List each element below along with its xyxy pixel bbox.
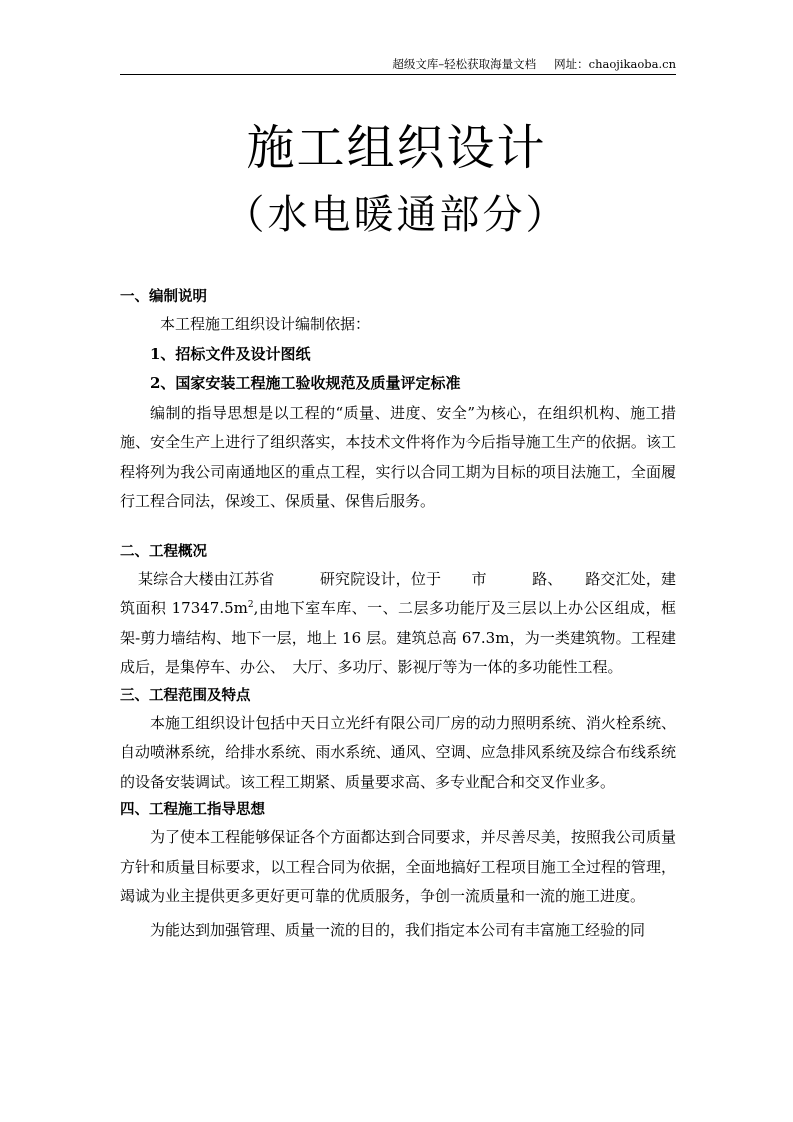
section-1-intro: 本工程施工组织设计编制依据： [160,315,371,333]
section-1-item-1: 1、招标文件及设计图纸 [150,344,311,363]
section-heading-2: 二、工程概况 [120,543,207,560]
section-heading-4: 四、工程施工指导思想 [120,802,265,818]
document-body [120,284,676,945]
header-library-text: 超级文库–轻松获取海量文档 [392,57,537,71]
page-header [120,56,676,75]
section-2-text-a: 某综合大楼由江苏省 研究院设计，位于 市 路、 路交汇处，建筑面积 17347.5m [120,569,676,617]
section-2-text-b: ,由地下室车库、一、二层多功能厅及三层以上办公区组成，框架-剪力墙结构、地下一层，地上 16 层。建筑总高 67.3m，为一类建筑物。工程建成后，是集停车、办公、 大厅、多功厅、影视厅等为一体的多功能性工程。 [120,599,676,676]
superscript: 2 [247,600,254,610]
section-4-paragraph-2: 为能达到加强管理、质量一流的目的，我们指定本公司有丰富施工经验的同 [150,920,646,939]
section-2-paragraph [120,565,676,683]
header-site-text: 网址：chaojikaoba.cn [554,57,676,71]
section-4-paragraph-1: 为了使本工程能够保证各个方面都达到合同要求，并尽善尽美，按照我公司质量方针和质量目标要求，以工程合同为依据，全面地搞好工程项目施工全过程的管理，竭诚为业主提供更多更好更可靠的优质服务，争创一流质量和一流的施工进度。 [120,828,676,905]
section-heading-3: 三、工程范围及特点 [120,687,251,704]
document-title: 施工组织设计 [246,120,547,176]
section-3-paragraph: 本施工组织设计包括中天日立光纤有限公司厂房的动力照明系统、消火栓系统、自动喷淋系统，给排水系统、雨水系统、通风、空调、应急排风系统及综合布线系统的设备安装调试。该工程工期紧、质量要求高、多专业配合和交叉作业多。 [120,713,676,791]
section-1-item-2: 2、国家安装工程施工验收规范及质量评定标准 [150,374,461,392]
document-subtitle: （水电暖通部分） [224,192,569,238]
spacer [120,517,676,539]
section-heading-1: 一、编制说明 [120,289,207,305]
section-1-paragraph: 编制的指导思想是以工程的“质量、进度、安全”为核心，在组织机构、施工措施、安全生产上进行了组织落实，本技术文件将作为今后指导施工生产的依据。该工程将列为我公司南通地区的重点工程，实行以合同工期为目标的项目法施工，全面履行工程合同法，保竣工、保质量、保售后服务。 [120,403,676,510]
